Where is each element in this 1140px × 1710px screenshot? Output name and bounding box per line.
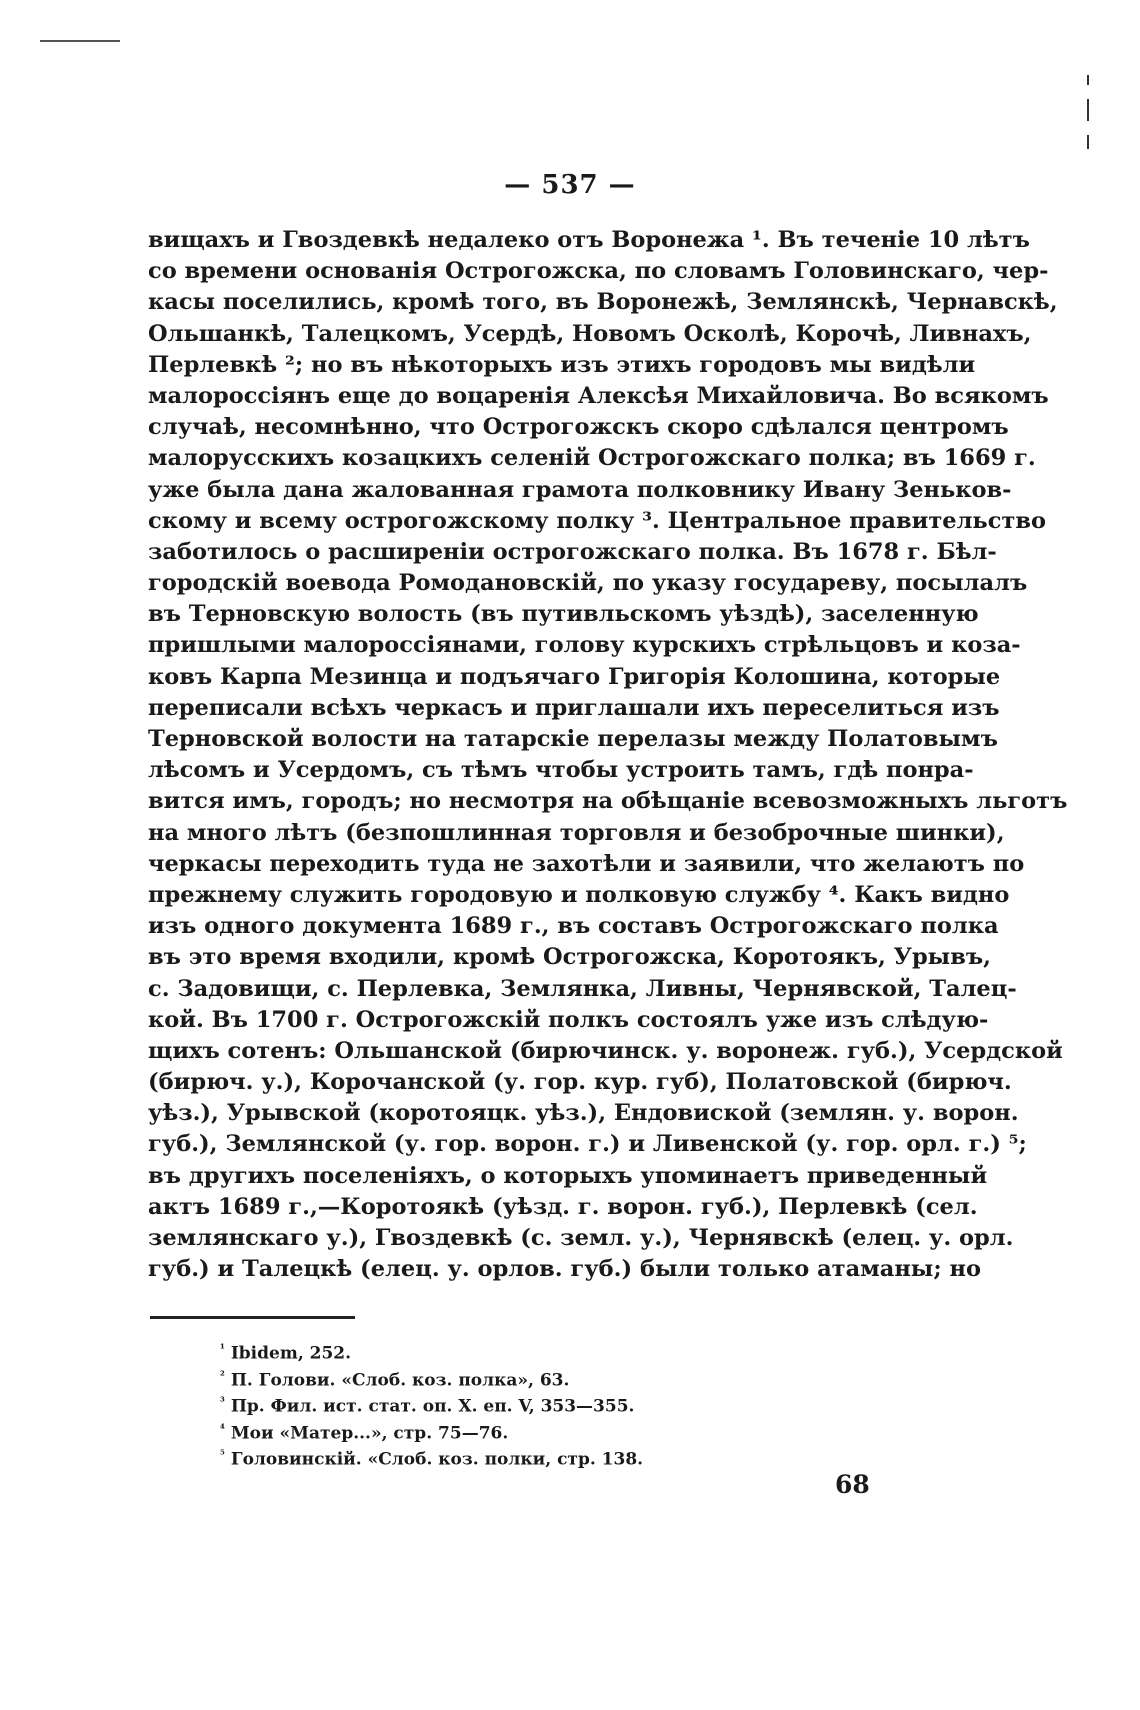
text-line: кой. Въ 1700 г. Острогожскій полкъ состоялъ уже изъ слѣдую-	[148, 1006, 989, 1033]
text-line: уже была дана жалованная грамота полковнику Ивану Зеньков-	[148, 476, 1012, 503]
text-line: Перлевкѣ ²; но въ нѣкоторыхъ изъ этихъ городовъ мы видѣли	[148, 351, 976, 378]
scan-edge-marks	[1085, 75, 1091, 155]
text-line: вится имъ, городъ; но несмотря на обѣщаніе всевозможныхъ льготъ	[148, 788, 1068, 815]
text-line: изъ одного документа 1689 г., въ составъ Острогожскаго полка	[148, 913, 999, 940]
footnote	[220, 1336, 920, 1363]
text-line: лѣсомъ и Усердомъ, съ тѣмъ чтобы устроить тамъ, гдѣ понра-	[148, 757, 974, 784]
text-line: прежнему служить городовую и полковую службу ⁴. Какъ видно	[148, 881, 1010, 908]
text-line: губ.) и Талецкѣ (елец. у. орлов. губ.) были только атаманы; но	[148, 1256, 981, 1283]
footnotes	[220, 1336, 920, 1469]
text-line: переписали всѣхъ черкасъ и приглашали ихъ переселиться изъ	[148, 694, 1000, 721]
text-line: городскій воевода Ромодановскій, по указу государеву, посылалъ	[148, 570, 1028, 597]
text-line: малороссіянъ еще до воцаренія Алексѣя Михайловича. Во всякомъ	[148, 382, 1049, 409]
text-line: щихъ сотенъ: Ольшанской (бирючинск. у. воронеж. губ.), Усердской	[148, 1037, 1063, 1064]
text-line: ковъ Карпа Мезинца и подъячаго Григорія Колошина, которые	[148, 663, 1001, 690]
text-line: губ.), Землянской (у. гор. ворон. г.) и Ливенской (у. гор. орл. г.) ⁵;	[148, 1131, 1027, 1158]
footnote-text: Пр. Фил. ист. стат. оп. X. еп. V, 353—355.	[230, 1396, 635, 1417]
text-line: случаѣ, несомнѣнно, что Острогожскъ скоро сдѣлался центромъ	[148, 414, 1009, 441]
signature-number: 68	[835, 1470, 870, 1499]
footnote-text: Ibidem, 252.	[230, 1343, 352, 1364]
text-line: черкасы переходить туда не захотѣли и заявили, что желаютъ по	[148, 850, 1025, 877]
text-line: с. Задовищи, с. Перлевка, Землянка, Ливны, Чернявской, Талец-	[148, 975, 1017, 1002]
text-line: въ это время входили, кромѣ Острогожска, Коротоякъ, Урывъ,	[148, 944, 991, 971]
body-text	[148, 225, 1068, 1285]
footnote-mark: ¹	[220, 1342, 225, 1355]
text-line: Терновской волости на татарскіе перелазы между Полатовымъ	[148, 726, 998, 752]
text-line: пришлыми малороссіянами, голову курскихъ стрѣльцовъ и коза-	[148, 632, 1021, 659]
footnote	[220, 1389, 920, 1416]
footnote	[220, 1442, 920, 1469]
text-line: касы поселились, кромѣ того, въ Воронежѣ, Землянскѣ, Чернавскѣ,	[148, 289, 1058, 316]
text-line: уѣз.), Урывской (коротояцк. уѣз.), Ендовиской (землян. у. ворон.	[148, 1100, 1019, 1127]
text-line: малорусскихъ козацкихъ селеній Острогожскаго полка; въ 1669 г.	[148, 445, 1036, 472]
text-line: Ольшанкѣ, Талецкомъ, Усердѣ, Новомъ Осколѣ, Корочѣ, Ливнахъ,	[148, 320, 1032, 347]
scan-edge-line	[40, 40, 120, 42]
text-line: актъ 1689 г.,—Коротоякѣ (уѣзд. г. ворон. губ.), Перлевкѣ (сел.	[148, 1193, 978, 1220]
footnote-mark: ²	[220, 1368, 225, 1382]
text-line: (бирюч. у.), Корочанской (у. гор. кур. губ), Полатовской (бирюч.	[148, 1069, 1012, 1096]
text-line: землянскаго у.), Гвоздевкѣ (с. земл. у.), Чернявскѣ (елец. у. орл.	[148, 1225, 1014, 1251]
footnote-mark: ³	[220, 1395, 225, 1408]
page-number: — 537 —	[504, 170, 636, 200]
footnote-text: П. Голови. «Слоб. коз. полка», 63.	[230, 1370, 570, 1391]
text-line: въ Терновскую волость (въ путивльскомъ уѣздѣ), заселенную	[148, 601, 979, 628]
footnote-text: Головинскій. «Слоб. коз. полки, стр. 138.	[230, 1449, 644, 1470]
footnote-mark: ⁴	[220, 1421, 225, 1435]
text-line: вищахъ и Гвоздевкѣ недалеко отъ Воронежа ¹. Въ теченіе 10 лѣтъ	[148, 227, 1030, 253]
footnote	[220, 1416, 920, 1443]
text-line: заботилось о расширеніи острогожскаго полка. Въ 1678 г. Бѣл-	[148, 538, 997, 565]
footnote-mark: ⁵	[220, 1448, 225, 1461]
footnote-text: Мои «Матер...», стр. 75—76.	[230, 1423, 509, 1444]
text-line: въ другихъ поселеніяхъ, о которыхъ упоминаетъ приведенный	[148, 1162, 988, 1189]
footnote	[220, 1363, 920, 1390]
text-line: на много лѣтъ (безпошлинная торговля и безоброчные шинки),	[148, 819, 1005, 846]
text-line: скому и всему острогожскому полку ³. Центральное правительство	[148, 507, 1046, 534]
text-line: со времени основанія Острогожска, по словамъ Головинскаго, чер-	[148, 258, 1049, 285]
footnote-divider	[150, 1316, 355, 1319]
